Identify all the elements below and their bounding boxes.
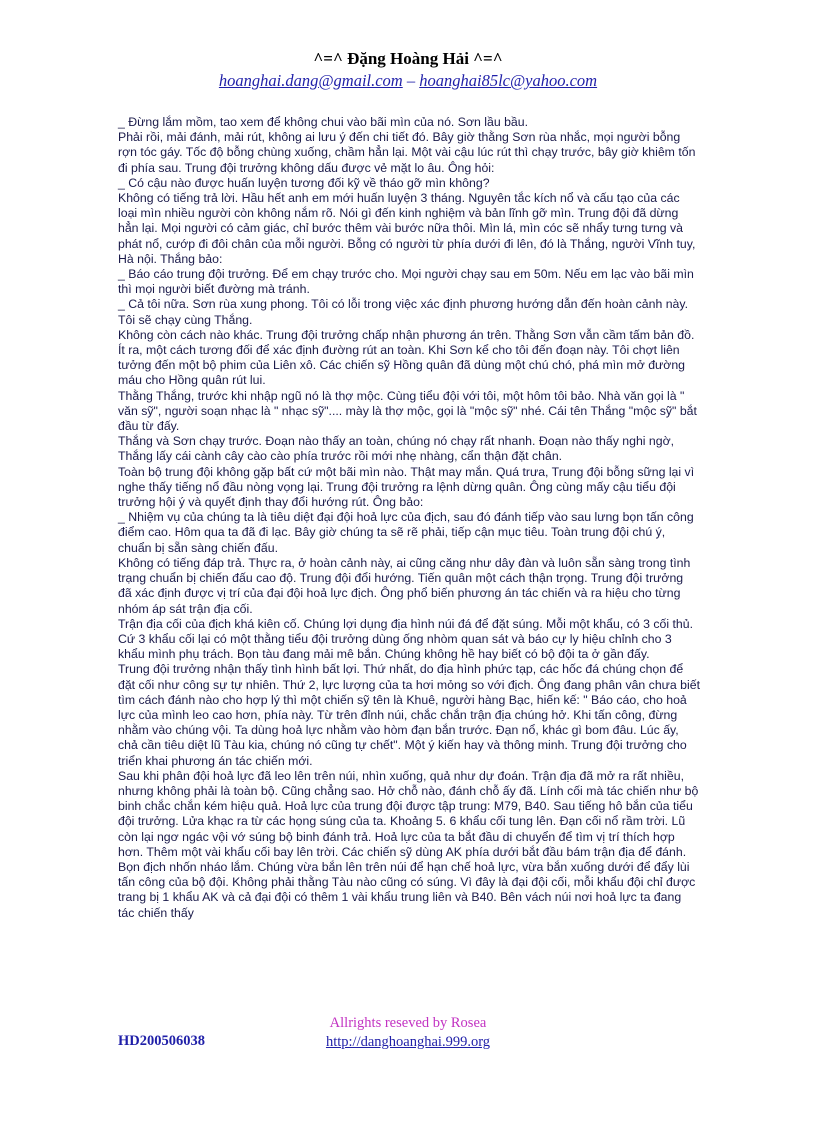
author-title: ^=^ Đặng Hoàng Hải ^=^ [313, 49, 503, 68]
paragraph: Thắng và Sơn chạy trước. Đoạn nào thấy an toàn, chúng nó chạy rất nhanh. Đoạn nào thấy nghi ngờ, Thắng lấy cái cành cây cào cào phía trước rồi mới nhẹ nhàng, cẩn thận đặt chân. [118, 434, 675, 464]
paragraph: Không có tiếng trả lời. Hầu hết anh em mới huấn luyện 3 tháng. Nguyên tắc kích nổ và cấu tạo của các loại mìn nhiều người còn không nắm rõ. Nói gì đến kinh nghiệm và bản lĩnh gỡ mìn. Trung đội đã dừng hẳn lại. Mọi người có cảm giác, chỉ bước thêm vài bước nữa thôi. Mìn lá, mìn cóc sẽ nhẩy tưng tưng và phát nổ, cướp đi đôi chân của mỗi người. Bỗng có người từ phía dưới đi lên, đó là Thắng, người Vĩnh tuy, Hà nội. Thắng bảo: [118, 191, 696, 266]
paragraph: _ Báo cáo trung đội trưởng. Để em chạy trước cho. Mọi người chạy sau em 50m. Nếu em lạc vào bãi mìn thì mọi người biết đường mà tránh. [118, 267, 694, 297]
email-link-gmail[interactable]: hoanghai.dang@gmail.com [218, 71, 403, 90]
paragraph: _ Đừng lắm mồm, tao xem để không chui vào bãi mìn của nó. Sơn lầu bầu. [118, 115, 529, 129]
page-footer [0, 1014, 816, 1052]
paragraph: _ Có cậu nào được huấn luyện tương đối kỹ về tháo gỡ mìn không? [118, 175, 490, 190]
author-emails [0, 70, 816, 92]
paragraph: Không còn cách nào khác. Trung đội trưởng chấp nhận phương án trên. Thằng Sơn vẫn cầm tấm bản đồ. Ít ra, một cách tương đối để xác định đường rút an toàn. Khi Sơn kể cho tôi đến đoạn này. Tôi chợt liên tưởng đến một bộ phim của Liên xô. Các chiến sỹ Hồng quân đã dùng một chú chó, phá mìn mở đường máu cho Hồng quân rút lui. [118, 327, 695, 388]
paragraph: Sau khi phân đội hoả lực đã leo lên trên núi, nhìn xuống, quả như dự đoán. Trận địa đã mở ra rất nhiều, nhưng không phải là toàn bộ. Cũng chẳng sao. Hở chỗ nào, đánh chỗ ấy đã. Lính cối mà tác chiến như bộ binh chắc chắn kém hiệu quả. Hoả lực của trung đội được tập trung: M79, B40. Sau tiếng hô bắn của tiểu đội trưởng. Lửa khạc ra từ các họng súng của ta. Khoảng 5. 6 khẩu cối tung lên. Đạn cối nổ rầm trời. Lũ còn lại ngơ ngác vội vớ súng bộ binh đánh trả. Hoả lực của ta bắt đầu di chuyển để tìm vị trí thích hợp hơn. Thêm một vài khẩu cối bay lên trời. Các chiến sỹ dùng AK phía dưới bắt đầu bám trận địa để đánh. Bọn địch nhốn nháo lắm. Chúng vừa bắn lên trên núi để hạn chế hoả lực, vừa bắn xuống dưới để đẩy lùi tấn công của bộ đội. Không phải thằng Tàu nào cũng có súng. Vì đây là đại đội cối, mỗi khẩu đội chỉ được trang bị 1 khẩu AK và cả đại đội có thêm 1 vài khẩu trung liên và B40. Bên vách núi nơi hoả lực ta đang tác chiến thấy [118, 768, 699, 920]
email-separator: – [402, 71, 420, 90]
paragraph: _ Cả tôi nữa. Sơn rùa xung phong. Tôi có lỗi trong việc xác định phương hướng dẫn đến hoàn cảnh này. Tôi sẽ chạy cùng Thắng. [118, 297, 689, 327]
document-id: HD200506038 [118, 1033, 205, 1049]
copyright-notice: Allrights reseved by Rosea [329, 1015, 487, 1031]
paragraph: Toàn bộ trung đội không gặp bất cứ một bãi mìn nào. Thật may mắn. Quá trưa, Trung đội bỗng sững lại vì nghe thấy tiếng nổ đầu nòng vọng lại. Trung đội trưởng ra lệnh dừng quân. Ông cùng mấy cậu tiểu đội trưởng hội ý và quyết định thay đổi hướng rút. Ông bảo: [118, 464, 695, 510]
email-link-yahoo[interactable]: hoanghai85lc@yahoo.com [419, 71, 598, 90]
paragraph: _ Nhiệm vụ của chúng ta là tiêu diệt đại đội hoả lực của địch, sau đó đánh tiếp vào sau lưng bọn tấn công điểm cao. Hôm qua ta đã đi lạc. Bây giờ chúng ta sẽ rẽ phải, tiếp cận mục tiêu. Toàn trung đội chú ý, chuẩn bị sẵn sàng chiến đấu. [118, 510, 694, 555]
paragraph: Phải rồi, mải đánh, mải rút, không ai lưu ý đến chi tiết đó. Bây giờ thằng Sơn rùa nhắc, mọi người bỗng rợn tóc gáy. Tốc độ bỗng chùng xuống, chầm hẳn lại. Một vài cậu lúc rút thì chạy trước, bây giờ khiêm tốn đi phía sau. Trung đội trưởng không dấu được vẻ mặt lo âu. Ông hỏi: [118, 130, 696, 175]
website-link[interactable]: http://danghoanghai.999.org [325, 1034, 491, 1050]
paragraph: Trung đội trưởng nhận thấy tình hình bất lợi. Thứ nhất, do địa hình phức tạp, các hốc đá chúng chọn để đặt cối như công sự tự nhiên. Thứ 2, lực lượng của ta hơi mỏng so với địch. Ông đang phân vân chưa biết tìm cách đánh nào cho hợp lý thì một chiến sỹ tên là Khuê, người hàng Bạc, hiến kế: " Báo cáo, cho hoả lực của mình leo cao hơn, phía này. Từ trên đỉnh núi, chắc chắn trận địa chúng hở. Khi tấn công, đừng nhằm vào chúng vội. Ta dùng hoả lực nhằm vào hòm đạn bắn trước. Đạn nổ, khác gì bom đâu. Lúc ấy, chả cần tiêu diệt lũ Tàu kia, chúng nó cũng tự chết". Một ý kiến hay và thông minh. Trung đội trưởng cho triển khai phương án tác chiến mới. [118, 662, 700, 768]
story-body [118, 115, 700, 921]
paragraph: Không có tiếng đáp trả. Thực ra, ở hoàn cảnh này, ai cũng căng như dây đàn và luôn sẵn sàng trong tình trạng chuẩn bị chiến đấu cao độ. Trung đội đổi hướng. Tiến quân một cách thận trọng. Trung đội trưởng đã xác định được vị trí của đại đội hoả lực địch. Ông phổ biến phương án tác chiến và ra hiệu cho từng nhóm áp sát trận địa cối. [118, 555, 691, 616]
paragraph: Thằng Thắng, trước khi nhập ngũ nó là thợ mộc. Cùng tiểu đội với tôi, một hôm tôi bảo. Nhà văn gọi là " văn sỹ", người soạn nhạc là " nhạc sỹ".... mày là thợ mộc, gọi là "mộc sỹ" nhé. Cái tên Thắng "mộc sỹ" bắt đầu từ đấy. [118, 388, 697, 434]
paragraph: Trận địa cối của địch khá kiên cố. Chúng lợi dụng địa hình núi đá để đặt súng. Mỗi một khẩu, có 3 cối thủ. Cứ 3 khẩu cối lại có một thằng tiểu đội trưởng dùng ống nhòm quan sát và báo cự ly hiệu chỉnh cho 3 khẩu mình phụ trách. Bọn tàu đang mải mê bắn. Chúng không hề hay biết có bộ đội ta ở gần đấy. [118, 616, 693, 662]
page-header [0, 48, 816, 92]
